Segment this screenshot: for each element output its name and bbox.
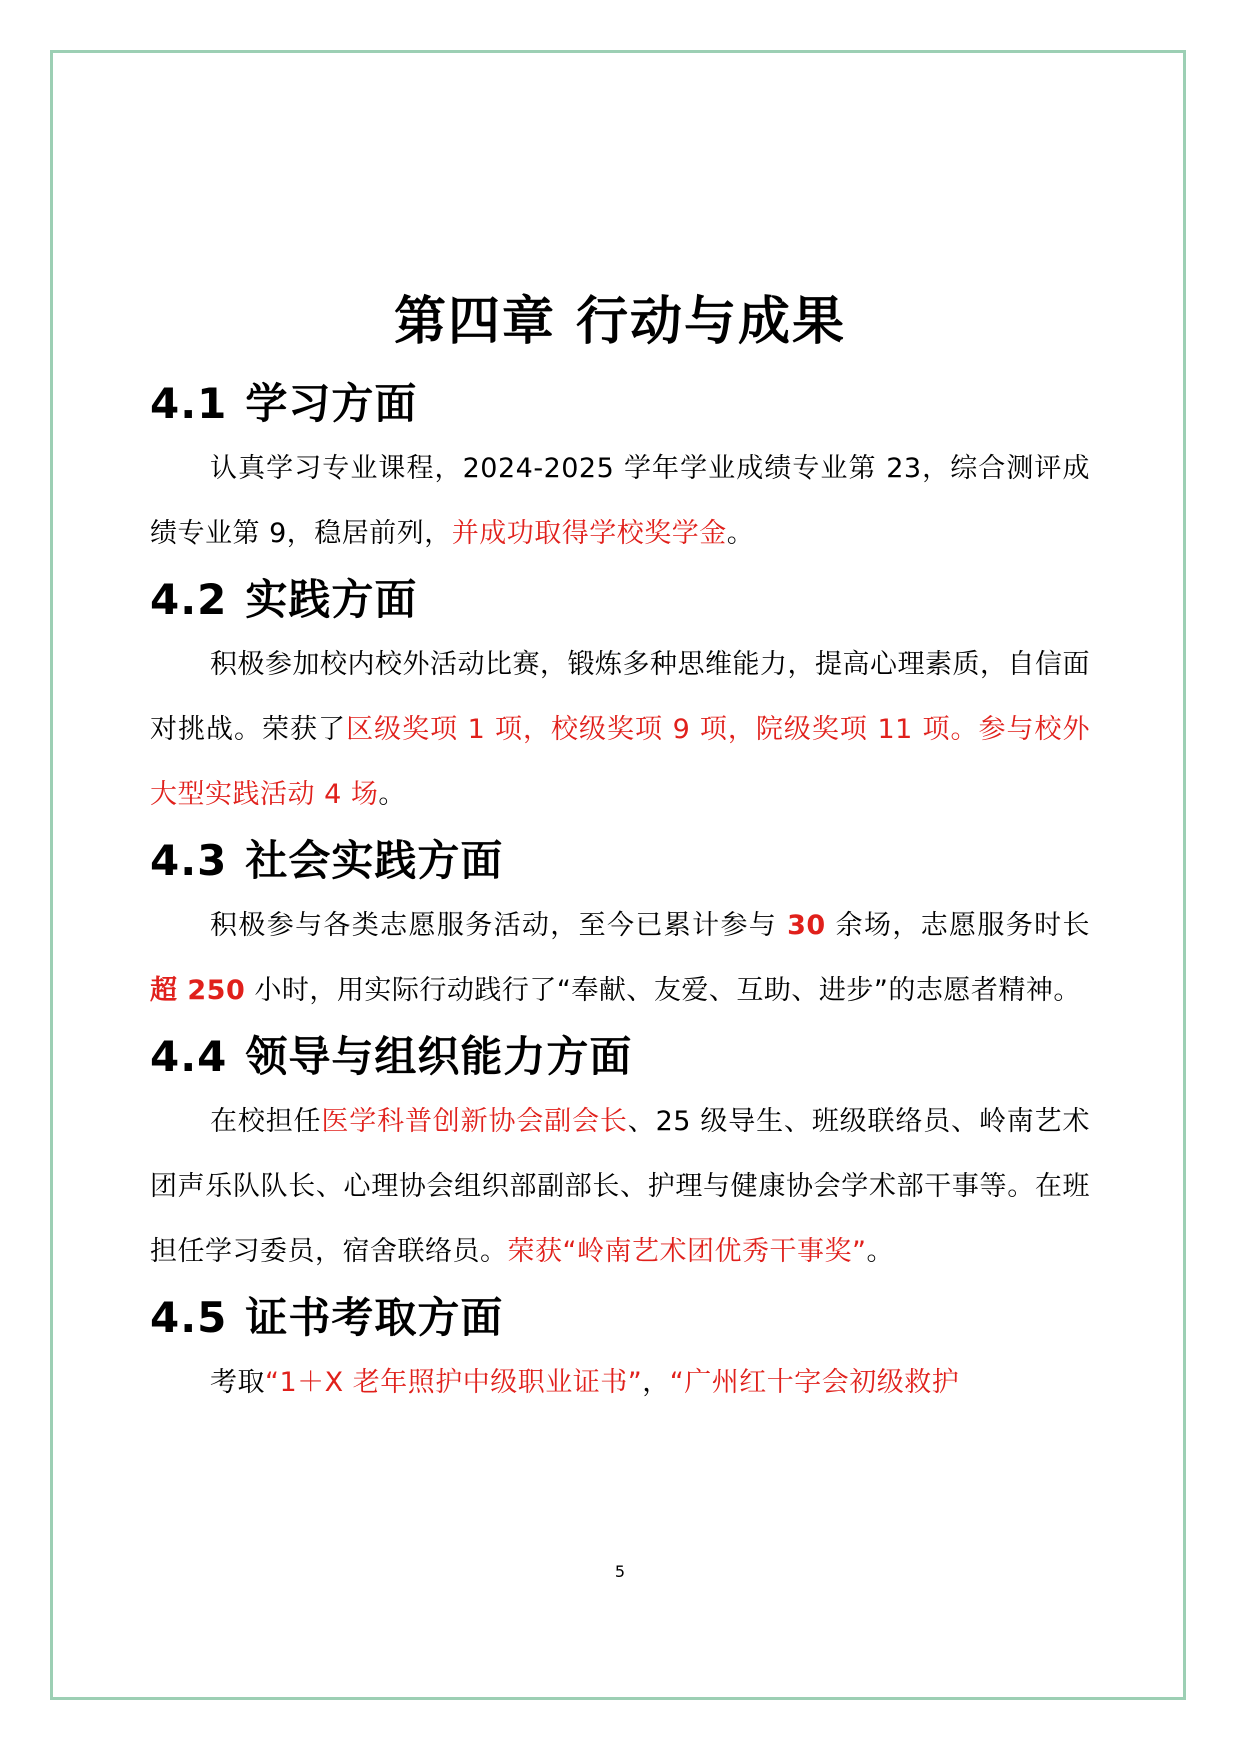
section-heading-4-1 (150, 372, 1090, 436)
paragraph-practice (150, 632, 1090, 827)
section-title: 证书考取方面 (245, 1293, 504, 1342)
highlight-text: 区级奖项 1 项，校级奖项 9 项，院级奖项 11 项。参与校外大型实践活动 4 场 (150, 714, 1090, 810)
chapter-title: 第四章 行动与成果 (393, 292, 847, 352)
highlight-text: 医学科普创新协会副会长 (321, 1106, 628, 1137)
section-heading-4-3 (150, 829, 1090, 893)
section-title: 实践方面 (245, 575, 418, 624)
highlight-text: 30 (787, 910, 826, 941)
section-number: 4.3 (150, 836, 228, 885)
section-number: 4.2 (150, 575, 228, 624)
section-number: 4.5 (150, 1293, 228, 1342)
text-run: 。 (726, 518, 755, 549)
text-run: 积极参加校内校外活动比赛，锻炼多种思维能力，提高心理素质，自信面对挑战。荣获了 (150, 649, 1090, 745)
text-run: 。 (866, 1236, 894, 1267)
section-title: 领导与组织能力方面 (245, 1032, 633, 1081)
section-title: 社会实践方面 (245, 836, 504, 885)
highlight-text: 超 250 (150, 975, 246, 1006)
section-heading-4-4 (150, 1025, 1090, 1089)
paragraph-study (150, 436, 1090, 566)
highlight-text: 荣获“岭南艺术团优秀干事奖” (507, 1236, 867, 1267)
highlight-text: “广州红十字会初级救护 (669, 1367, 960, 1398)
text-run: 在校担任 (210, 1106, 322, 1137)
section-title: 学习方面 (245, 379, 418, 428)
text-run: 认真学习专业课程，2024-2025 学年学业成绩专业第 23，综合测评成绩专业第 9，稳居前列， (150, 453, 1090, 549)
section-heading-4-5 (150, 1286, 1090, 1350)
section-number: 4.1 (150, 379, 228, 428)
text-run: 余场，志愿服务时长 (825, 910, 1090, 941)
paragraph-leadership (150, 1089, 1090, 1284)
paragraph-certificates (150, 1350, 1090, 1415)
text-run: 小时，用实际行动践行了“奉献、友爱、互助、进步”的志愿者精神。 (245, 975, 1081, 1006)
page-number: 5 (614, 1562, 626, 1581)
section-heading-4-2 (150, 568, 1090, 632)
text-run: 考取 (210, 1367, 265, 1398)
paragraph-social-practice (150, 893, 1090, 1023)
text-run: 积极参与各类志愿服务活动，至今已累计参与 (210, 910, 788, 941)
text-run: 、25 级导生、班级联络员、岭南艺术团声乐队队长、心理协会组织部副部长、护理与健康协会学术部干事等。在班担任学习委员，宿舍联络员。 (150, 1106, 1090, 1267)
page-content (150, 280, 1090, 1417)
text-run: ， (642, 1367, 670, 1398)
section-number: 4.4 (150, 1032, 228, 1081)
highlight-text: 并成功取得学校奖学金 (451, 518, 727, 549)
highlight-text: “1＋X 老年照护中级职业证书” (265, 1367, 643, 1398)
text-run: 。 (378, 779, 406, 810)
